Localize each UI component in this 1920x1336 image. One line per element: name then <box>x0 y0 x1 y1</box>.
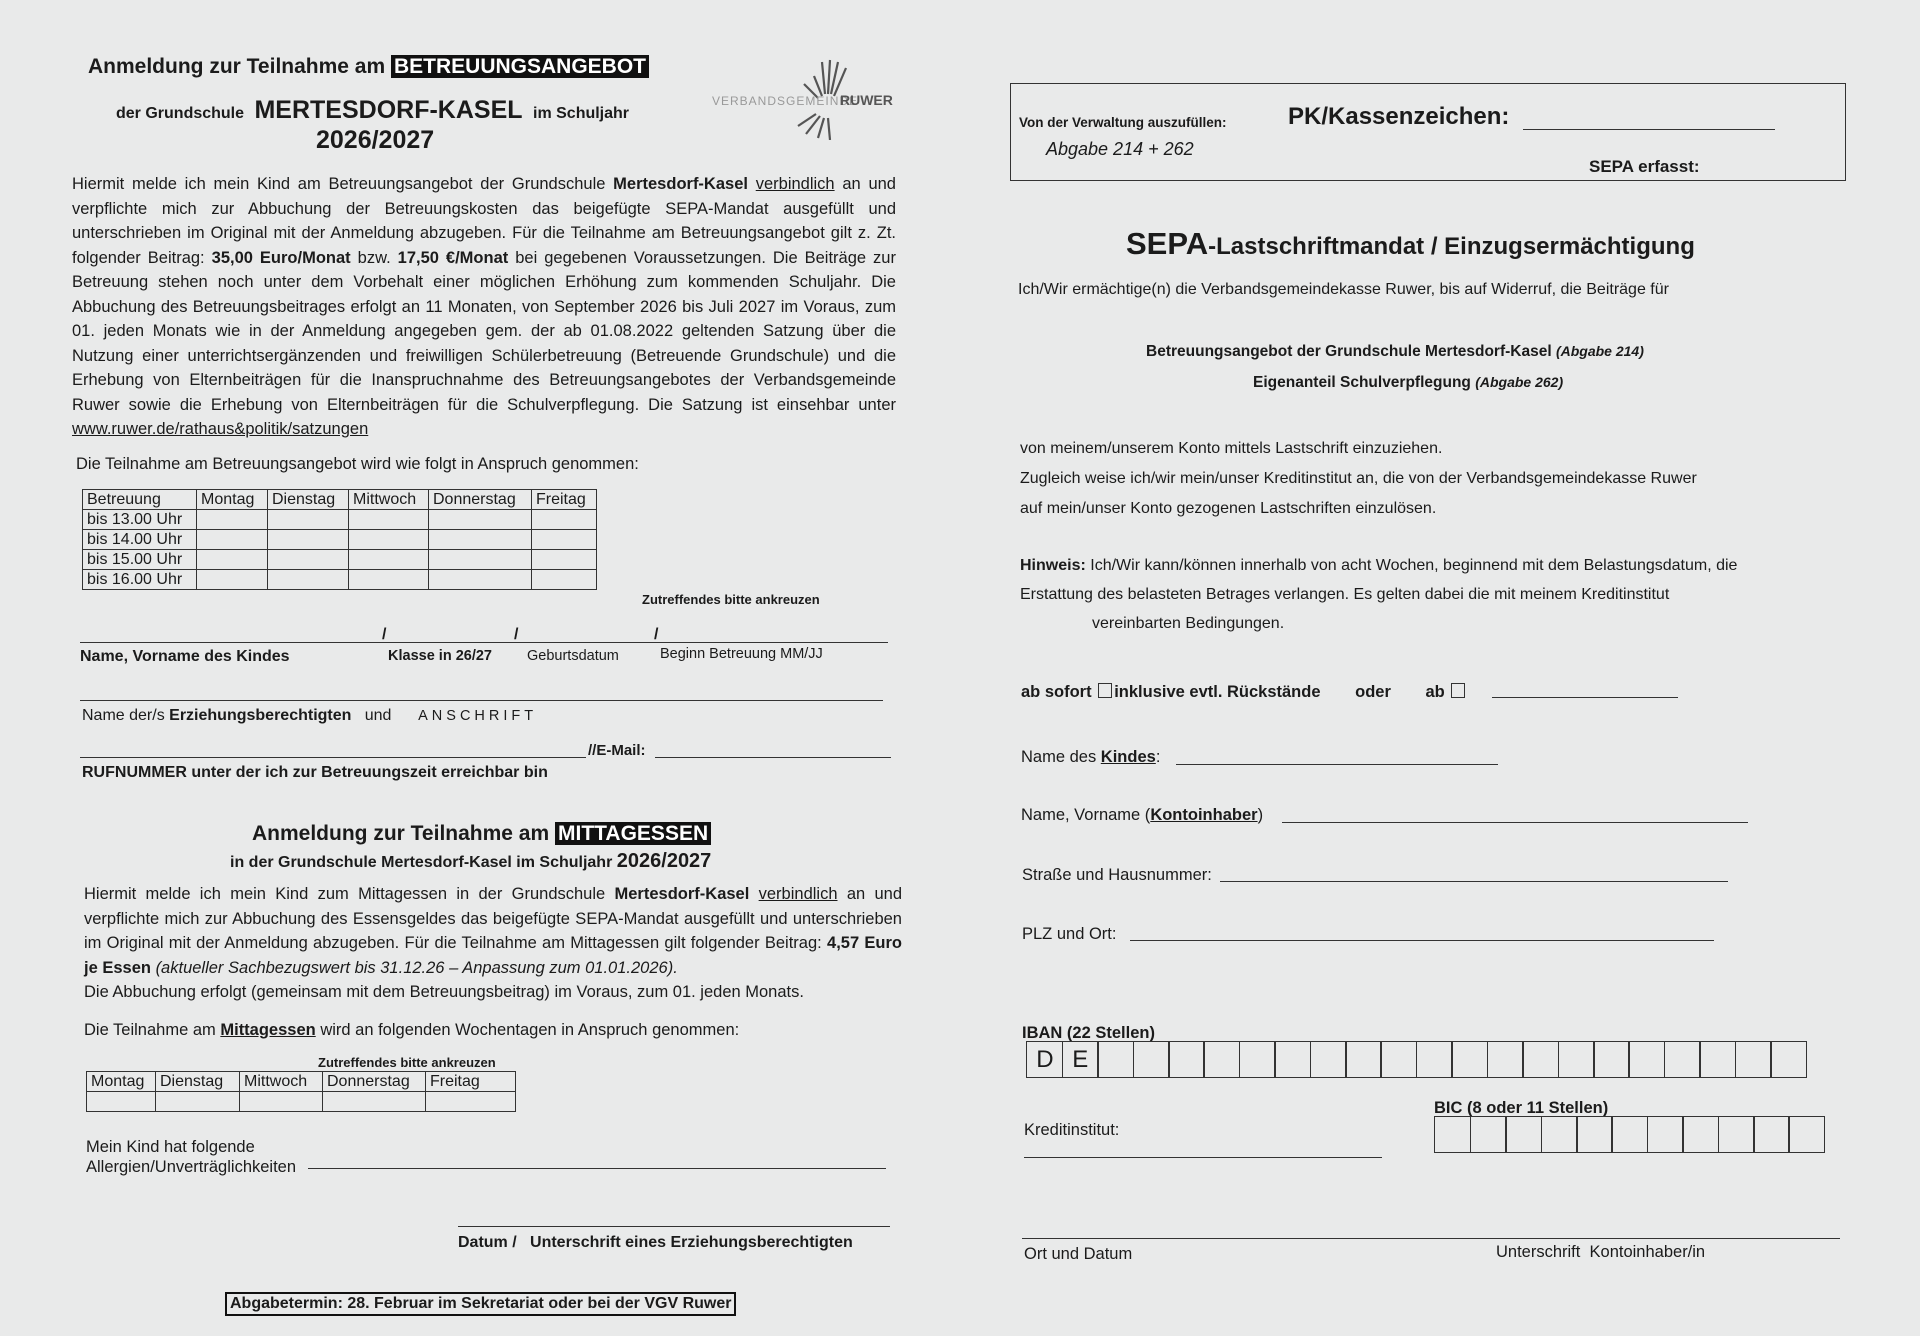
strasse-line[interactable] <box>1220 881 1728 882</box>
checkbox-cell[interactable] <box>349 570 429 590</box>
mittagessen-title: Anmeldung zur Teilnahme am MITTAGESSEN <box>252 822 711 846</box>
table-row: bis 13.00 Uhr <box>83 510 597 530</box>
item-betreuung: Betreuungsangebot der Grundschule Mertesdorf-Kasel (Abgabe 214) <box>1146 343 1644 360</box>
checkbox-cell[interactable] <box>532 570 597 590</box>
guardian-line[interactable] <box>80 700 883 701</box>
school-year: 2026/2027 <box>316 126 435 154</box>
table-row: bis 15.00 Uhr <box>83 550 597 570</box>
kontoinhaber-label: Name, Vorname (Kontoinhaber) <box>1021 806 1264 824</box>
iban-digit[interactable] <box>1735 1041 1772 1078</box>
child-data-line[interactable] <box>80 642 888 643</box>
iban-digit[interactable] <box>1416 1041 1453 1078</box>
auth-text: Ich/Wir ermächtige(n) die Verbandsgemeindekasse Ruwer, bis auf Widerruf, die Beiträge für <box>1018 281 1669 298</box>
mittagessen-table <box>86 1071 516 1112</box>
table-header: Betreuung <box>83 490 197 510</box>
satzung-link[interactable]: www.ruwer.de/rathaus&politik/satzungen <box>72 420 369 438</box>
pk-label: PK/Kassenzeichen: <box>1288 103 1510 130</box>
bic-digit[interactable] <box>1434 1116 1471 1153</box>
checkbox-cell[interactable] <box>87 1092 156 1112</box>
tick-note-2: Zutreffendes bitte ankreuzen <box>318 1055 496 1070</box>
bic-digit[interactable] <box>1541 1116 1578 1153</box>
checkbox-cell[interactable] <box>532 510 597 530</box>
ab-date-line[interactable] <box>1492 697 1678 698</box>
signature-line-sepa[interactable] <box>1022 1238 1840 1239</box>
plz-label: PLZ und Ort: <box>1022 925 1117 943</box>
betreuung-paragraph: Hiermit melde ich mein Kind am Betreuungsangebot der Grundschule Mertesdorf-Kasel verbindlich an und verpflichte mich zur Abbuchung der Betreuungskosten das beigefügte SEPA-Mandat ausgefüllt und unterschrieben im Original mit der Anmeldung abzugeben. Für die Teilnahme am Betreuungsangebot gilt z. Zt. folgender Beitrag: 35,00 Euro/Monat bzw. 17,50 €/Monat bei gegebenen Voraussetzungen. Die Beiträge zur Betreuung stehen noch unter dem Vorbehalt einer möglichen Erhöhung zum kommenden Schuljahr. Die Abbuchung des Betreuungsbeitrages erfolgt an 11 Monaten, von September 2026 bis Juli 2027 im Voraus, zum 01. jeden Monats wie in der Anmeldung angegeben gem. der ab 01.08.2022 geltenden Satzung über die Nutzung einer unterrichtsergänzenden und freiwilligen Schülerbetreuung (Betreuende Grundschule) und die Erhebung von Elternbeiträgen für die Inanspruchnahme des Betreuungsangebotes der Verbandsgemeinde Ruwer sowie die Erhebung von Elternbeiträgen für die Schulverpflegung. Die Satzung ist einsehbar unter www.ruwer.de/rathaus&politik/satzungen <box>72 175 896 438</box>
table-row: bis 14.00 Uhr <box>83 530 597 550</box>
table-header: Montag <box>87 1072 156 1092</box>
iban-digit[interactable] <box>1310 1041 1347 1078</box>
admin-abgabe: Abgabe 214 + 262 <box>1046 139 1194 159</box>
signature-line-guardian[interactable] <box>458 1226 890 1227</box>
iban-boxes[interactable] <box>1028 1041 1807 1078</box>
kind-name-label: Name des Kindes: <box>1021 748 1161 766</box>
iban-digit[interactable] <box>1664 1041 1701 1078</box>
bic-boxes[interactable] <box>1436 1116 1825 1153</box>
iban-digit[interactable]: E <box>1062 1041 1099 1078</box>
table-header: Donnerstag <box>323 1072 426 1092</box>
kreditinstitut-line[interactable] <box>1024 1157 1382 1158</box>
checkbox-cell[interactable] <box>197 510 268 530</box>
iban-digit[interactable] <box>1097 1041 1134 1078</box>
bic-digit[interactable] <box>1718 1116 1755 1153</box>
iban-digit[interactable] <box>1133 1041 1170 1078</box>
iban-digit[interactable] <box>1558 1041 1595 1078</box>
checkbox-cell[interactable] <box>268 570 349 590</box>
checkbox-cell[interactable] <box>197 570 268 590</box>
checkbox-cell[interactable] <box>429 550 532 570</box>
iban-digit[interactable]: D <box>1026 1041 1063 1078</box>
table-row <box>87 1092 516 1112</box>
checkbox-cell[interactable] <box>197 530 268 550</box>
bic-digit[interactable] <box>1788 1116 1825 1153</box>
bic-digit[interactable] <box>1470 1116 1507 1153</box>
bic-label: BIC (8 oder 11 Stellen) <box>1434 1099 1609 1117</box>
ab-sofort-checkbox[interactable] <box>1098 683 1112 698</box>
table-header: Dienstag <box>268 490 349 510</box>
betreuung-title-highlight: BETREUUNGSANGEBOT <box>391 55 649 78</box>
checkbox-cell[interactable] <box>532 530 597 550</box>
sepa-erfasst: SEPA erfasst: <box>1589 157 1700 176</box>
lunch-participation: Die Teilnahme am Mittagessen wird an folgenden Wochentagen in Anspruch genommen: <box>84 1021 740 1039</box>
checkbox-cell[interactable] <box>323 1092 426 1112</box>
iban-digit[interactable] <box>1487 1041 1524 1078</box>
checkbox-cell[interactable] <box>426 1092 516 1112</box>
iban-digit[interactable] <box>1451 1041 1488 1078</box>
bic-digit[interactable] <box>1647 1116 1684 1153</box>
participation-text: Die Teilnahme am Betreuungsangebot wird wie folgt in Anspruch genommen: <box>76 455 639 473</box>
pk-line[interactable] <box>1523 129 1775 130</box>
allergy-label: Mein Kind hat folgende Allergien/Unverträglichkeiten <box>86 1138 297 1176</box>
ort-datum-label: Ort und Datum <box>1024 1245 1133 1263</box>
ab-date-checkbox[interactable] <box>1451 683 1465 698</box>
checkbox-cell[interactable] <box>349 510 429 530</box>
checkbox-cell[interactable] <box>156 1092 240 1112</box>
checkbox-cell[interactable] <box>268 550 349 570</box>
checkbox-cell[interactable] <box>429 510 532 530</box>
bic-digit[interactable] <box>1753 1116 1790 1153</box>
hinweis-text: Hinweis: Ich/Wir kann/können innerhalb von acht Wochen, beginnend mit dem Belastungsdatum, die Erstattung des belasteten Betrages verlangen. Es gelten dabei die mit meinem Kreditinstitut vereinbarten Bedingungen. <box>1020 557 1738 632</box>
table-header: Montag <box>197 490 268 510</box>
betreuung-title: Anmeldung zur Teilnahme am BETREUUNGSANGEBOT <box>88 55 649 79</box>
checkbox-cell[interactable] <box>429 570 532 590</box>
admin-box <box>1010 83 1846 181</box>
iban-digit[interactable] <box>1345 1041 1382 1078</box>
strasse-label: Straße und Hausnummer: <box>1022 866 1212 884</box>
table-header: Donnerstag <box>429 490 532 510</box>
iban-digit[interactable] <box>1522 1041 1559 1078</box>
beginn-label: Beginn Betreuung MM/JJ <box>660 646 823 662</box>
phone-line[interactable] <box>80 757 586 758</box>
sepa-title: SEPA-Lastschriftmandat / Einzugsermächtigung <box>1126 226 1695 261</box>
child-name-label: Name, Vorname des Kindes <box>80 648 290 665</box>
checkbox-cell[interactable] <box>268 510 349 530</box>
iban-digit[interactable] <box>1628 1041 1665 1078</box>
iban-digit[interactable] <box>1380 1041 1417 1078</box>
table-header: Freitag <box>426 1072 516 1092</box>
allergy-line[interactable] <box>308 1168 886 1169</box>
unterschrift-label: Unterschrift Kontoinhaber/in <box>1496 1243 1706 1261</box>
sepa-text: von meinem/unserem Konto mittels Lastschrift einzuziehen. Zugleich weise ich/wir mein/unser Kreditinstitut an, die von der Verbandsgemeindekasse Ruwer auf mein/unser Konto gezogenen Lastschriften einzulösen. <box>1020 440 1697 517</box>
bic-digit[interactable] <box>1576 1116 1613 1153</box>
email-line[interactable] <box>655 757 891 758</box>
checkbox-cell[interactable] <box>268 530 349 550</box>
iban-digit[interactable] <box>1593 1041 1630 1078</box>
admin-label: Von der Verwaltung auszufüllen: <box>1019 115 1227 130</box>
iban-digit[interactable] <box>1239 1041 1276 1078</box>
iban-digit[interactable] <box>1274 1041 1311 1078</box>
kind-name-line[interactable] <box>1176 764 1498 765</box>
bic-digit[interactable] <box>1682 1116 1719 1153</box>
guardian-label: Name der/s Erziehungsberechtigten und ANSCHRIFT <box>82 707 538 724</box>
geburtsdatum-label: Geburtsdatum <box>527 648 619 664</box>
betreuung-table <box>82 489 597 590</box>
mittagessen-subtitle: in der Grundschule Mertesdorf-Kasel im Schuljahr 2026/2027 <box>230 850 712 872</box>
table-header: Freitag <box>532 490 597 510</box>
ab-sofort-row: ab sofort inklusive evtl. Rückstände oder ab <box>1021 683 1467 702</box>
kontoinhaber-line[interactable] <box>1282 822 1748 823</box>
bic-digit[interactable] <box>1505 1116 1542 1153</box>
signature-label: Datum / Unterschrift eines Erziehungsberechtigten <box>458 1234 853 1251</box>
table-header: Dienstag <box>156 1072 240 1092</box>
iban-digit[interactable] <box>1203 1041 1240 1078</box>
checkbox-cell[interactable] <box>532 550 597 570</box>
mittagessen-paragraph: Hiermit melde ich mein Kind zum Mittagessen in der Grundschule Mertesdorf-Kasel verbindlich an und verpflichte mich zur Abbuchung des Essensgeldes das beigefügte SEPA-Mandat ausgefüllt und unterschrieben im Original mit der Anmeldung abzugeben. Für die Teilnahme am Mittagessen gilt folgender Beitrag: 4,57 Euro je Essen (aktueller Sachbezugswert bis 31.12.26 – Anpassung zum 01.01.2026). Die Abbuchung erfolgt (gemeinsam mit dem Betreuungsbeitrag) im Voraus, zum 01. jeden Monats. <box>84 885 903 1001</box>
checkbox-cell[interactable] <box>197 550 268 570</box>
iban-label: IBAN (22 Stellen) <box>1022 1024 1155 1042</box>
deadline-box: Abgabetermin: 28. Februar im Sekretariat oder bei der VGV Ruwer <box>225 1292 736 1316</box>
plz-line[interactable] <box>1130 940 1714 941</box>
vg-ruwer-seal: VERBANDSGEMEINDE RUWER <box>712 56 912 140</box>
checkbox-cell[interactable] <box>349 530 429 550</box>
checkbox-cell[interactable] <box>240 1092 323 1112</box>
checkbox-cell[interactable] <box>349 550 429 570</box>
iban-digit[interactable] <box>1770 1041 1807 1078</box>
school-subtitle: der Grundschule MERTESDORF-KASEL im Schuljahr <box>116 96 630 124</box>
kreditinstitut-label: Kreditinstitut: <box>1024 1121 1120 1139</box>
rufnummer-label: RUFNUMMER unter der ich zur Betreuungszeit erreichbar bin <box>82 764 548 781</box>
klasse-label: Klasse in 26/27 <box>388 648 492 664</box>
school-name: MERTESDORF-KASEL <box>254 96 523 124</box>
iban-digit[interactable] <box>1699 1041 1736 1078</box>
table-row: bis 16.00 Uhr <box>83 570 597 590</box>
item-schulverpflegung: Eigenanteil Schulverpflegung (Abgabe 262) <box>1253 374 1564 391</box>
tick-note: Zutreffendes bitte ankreuzen <box>642 592 820 607</box>
bic-digit[interactable] <box>1611 1116 1648 1153</box>
iban-digit[interactable] <box>1168 1041 1205 1078</box>
table-header: Mittwoch <box>349 490 429 510</box>
email-label: //E-Mail: <box>588 742 646 759</box>
table-header: Mittwoch <box>240 1072 323 1092</box>
checkbox-cell[interactable] <box>429 530 532 550</box>
